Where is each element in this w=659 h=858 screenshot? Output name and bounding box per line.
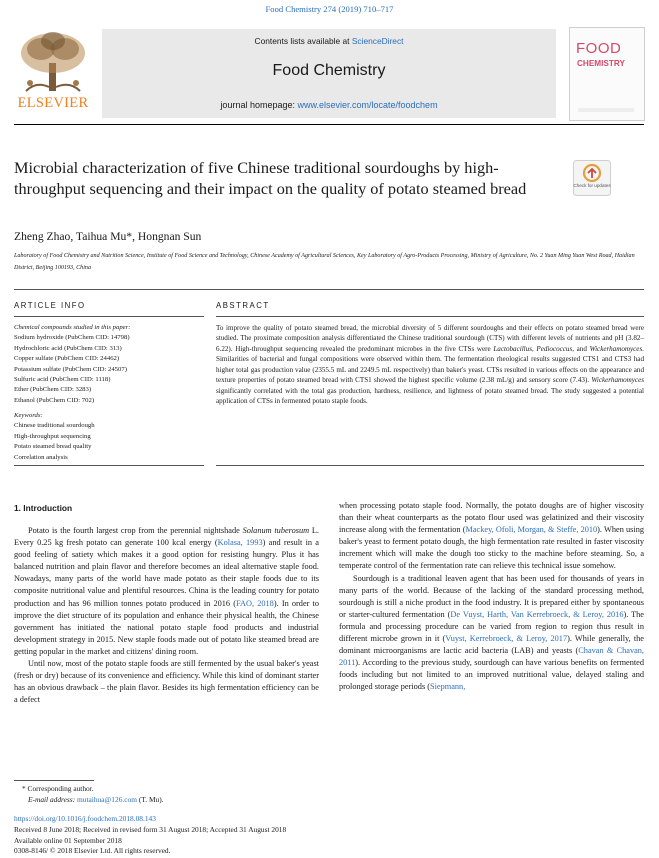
abstract-text [216, 323, 644, 407]
compound-item: Potassium sulfate (PubChem CID: 24507) [14, 365, 127, 373]
journal-cover-thumbnail[interactable] [569, 27, 645, 121]
text: ). When using baker's yeast to ferment potato dough, the high fermentation rate resulted in faster viscosity increment which will make the dough too sticky to the machine before steaming. So, a temperate control of the fermentation rate can relieve this technical issue somehow. [339, 525, 644, 571]
compound-item: Ethanol (PubChem CID: 702) [14, 396, 95, 404]
section-heading-introduction: 1. Introduction [14, 503, 73, 513]
organism-name: Wickerhamomyces [591, 376, 644, 385]
citation-link[interactable]: FAO, 2018 [235, 598, 274, 608]
compounds-label: Chemical compounds studied in this paper: [14, 324, 131, 331]
elsevier-logo[interactable] [14, 29, 94, 117]
compound-item: Hydrochloric acid (PubChem CID: 313) [14, 344, 122, 352]
contents-prefix: Contents lists available at [254, 36, 352, 46]
keywords [14, 411, 209, 463]
received-dates: Received 8 June 2018; Received in revised form 31 August 2018; Accepted 31 August 2018 [14, 824, 287, 834]
homepage-prefix: journal homepage: [220, 100, 298, 110]
keyword-item: Correlation analysis [14, 453, 68, 461]
text: Sourdough is a traditional leaven agent that has been used for thousands of years in many parts of the world. Because of the lacking of the standard processing method, sourdough is still a niche product in the food industry. It is prepared either by spontaneous or starter-cultured fermentation ( [339, 573, 644, 619]
copyright: 0308-8146/ © 2018 Elsevier Ltd. All rights reserved. [14, 846, 171, 856]
compound-item: Ether (PubChem CID: 3283) [14, 386, 92, 394]
email-label: E-mail address: [28, 795, 77, 804]
abstract-bottom-rule [216, 465, 644, 466]
header-divider [14, 124, 644, 125]
paragraph [339, 573, 644, 694]
corresponding-author-note: * Corresponding author. [22, 784, 94, 793]
contents-line [102, 36, 556, 46]
organism-name: Lactobacillus, Pediococcus, [493, 344, 574, 353]
compound-item: Sodium hydroxide (PubChem CID: 14798) [14, 334, 130, 342]
citation-link[interactable]: Chavan & Chavan, 2011 [339, 646, 644, 668]
citation-link[interactable]: Mackey, Ofoli, Morgan, & Steffe, 2010 [465, 525, 598, 535]
body-column-right [339, 500, 644, 694]
citation-link[interactable]: Kolasa, 1993 [217, 538, 263, 548]
text: ) and result in a good feeling of satiety which makes it a good option for resisting hungry. Plus it has balanced nutrition and plain flavor and therefore becomes an ideal alternative staple food. Nowadays, many parts of the world have made potato as their staple foods due to its composite nutritional value and plentiful resources. China is the leading country for potato production and has 96 million tonnes potato produced in 2016 ( [14, 538, 319, 608]
chemical-compounds [14, 323, 209, 406]
text: ). In order to improve the diet structure of its population and enhance their physical health, the Chinese government has initiated the national potato staple food products and industrial development strategy in 2015. New staple foods made out of potato like steamed bread are getting popular in the market and citizens' dining room. [14, 598, 320, 656]
email-link[interactable]: mutaihua@126.com [77, 795, 137, 804]
affiliation-divider [14, 289, 644, 290]
article-info-bottom-rule [14, 465, 204, 466]
elsevier-tree-icon [16, 29, 90, 93]
available-online: Available online 01 September 2018 [14, 835, 122, 845]
text: Potato is the fourth largest crop from the perennial nightshade [28, 526, 243, 535]
text: ). While generally, the dominant microorganisms are lactic acid bacteria (LAB) and yeasts ( [339, 634, 644, 656]
journal-reference[interactable]: Food Chemistry 274 (2019) 710–717 [265, 4, 394, 14]
citation-link[interactable]: Vuyst, Kerrebroeck, & Leroy, 2017 [445, 634, 568, 644]
journal-title: Food Chemistry [272, 62, 386, 79]
keywords-label: Keywords: [14, 412, 43, 419]
cover-title-chemistry: CHEMISTRY [577, 59, 625, 68]
citation-link[interactable]: De Vuyst, Harth, Van Kerrebroeck, & Leroy, 2016 [450, 609, 624, 619]
abstract-part: Similarities of bacterial and fungal compositions were observed within them. The fermentation rheological results suggested CTS1 and CTS3 had higher total gas production value (2355.5 mL and 2249.5 mL respectively) than baker's yeast. CTSs resulted in various effects on the appearance and texture properties of potato steamed bread with CTS1 showed the highest specific volume (2.38 mL/g) and sensory score (7.43). [216, 355, 644, 385]
check-for-updates-button[interactable] [573, 160, 611, 196]
check-for-updates-label: Check for updates [573, 183, 611, 188]
citation-link[interactable]: Siepmann, [430, 682, 466, 692]
compound-item: Copper sulfate (PubChem CID: 24462) [14, 355, 120, 363]
text: when processing potato staple food. Normally, the potato doughs are of higher viscosity than their wheat counterparts as the potato flour used was gelatinized and their viscosity increase along with the fermentation ( [339, 501, 644, 535]
footnote [14, 783, 414, 805]
text: L. Every 0.25 kg fresh potato can generate 100 kcal energy ( [14, 526, 319, 548]
abstract-part: and [574, 344, 590, 353]
paragraph: Until now, most of the potato staple foods are still fermented by the usual baker's yeast (fresh or dry) because of its convenience and efficiency. While this kind of dominant starter has an obvious drawback – the plain flavor. Besides its high fermentation efficiency can be a defect [14, 659, 319, 705]
affiliation: Laboratory of Food Chemistry and Nutrition Science, Institute of Food Science and Technology, Chinese Academy of Agricultural Sciences, Key Laboratory of Agro-Products Processing, Ministry of Agriculture, No. 2 Yuan Ming Yuan West Road, Haidian District, Beijing 100193, China [14, 253, 635, 271]
abstract-rule [216, 316, 644, 317]
abstract-heading: ABSTRACT [216, 301, 270, 310]
article-info-rule [14, 316, 204, 317]
text: ). The formula and processing procedure can be varied from region to region thus result in different microbe grown in it ( [339, 609, 644, 644]
abstract-part: significantly correlated with the total gas production, hardness, resilience, and lightness of potato steamed bread. The study suggested a potential application of CTSs in fermented potato staple foods. [216, 386, 644, 406]
homepage-link[interactable]: www.elsevier.com/locate/foodchem [297, 100, 438, 110]
doi-link[interactable]: https://doi.org/10.1016/j.foodchem.2018.08.143 [14, 814, 156, 823]
author-list[interactable]: Zheng Zhao, Taihua Mu*, Hongnan Sun [14, 230, 202, 243]
body-column-left [14, 525, 319, 706]
paragraph [339, 500, 644, 573]
cover-title-food: FOOD [576, 40, 622, 57]
keyword-item: Chinese traditional sourdough [14, 422, 95, 430]
article-history [14, 814, 514, 857]
email-suffix: (T. Mu). [136, 795, 164, 804]
abstract-part: To improve the quality of potato steamed bread, the microbial diversity of 5 different sourdoughs and their effects on potato steamed bread were studied. The proximate composition analysis differentiated the Chinese traditional sourdough (CTS) with different levels of nutrients and pH (3.82–6.22). High-throughput sequencing revealed the predominant microbes in the five CTSs were [216, 324, 644, 353]
check-for-updates-icon [573, 160, 611, 196]
journal-homepage [102, 100, 556, 110]
paragraph [14, 525, 319, 658]
footnote-rule [14, 780, 94, 781]
species-name: Solanum tuberosum [242, 526, 310, 535]
article-title: Microbial characterization of five Chinese traditional sourdoughs by high-throughput sequencing and their impact on the quality of potato steamed bread [14, 158, 527, 198]
keyword-item: Potato steamed bread quality [14, 443, 92, 451]
article-info-heading: ARTICLE INFO [14, 301, 86, 310]
email-line [14, 794, 414, 805]
compound-item: Sulfuric acid (PubChem CID: 1118) [14, 376, 111, 384]
text: ). According to the previous study, sourdough can have various benefits on fermented foods including but not limited to an improved nutritional value, delayed staling and prolonged storage periods ( [339, 658, 644, 692]
organism-name: Wickerhamomyces. [589, 344, 644, 353]
publisher-name: ELSEVIER [17, 95, 89, 111]
sciencedirect-link[interactable]: ScienceDirect [351, 36, 404, 46]
cover-footer-bar [578, 108, 634, 112]
keyword-item: High-throughput sequencing [14, 432, 91, 440]
